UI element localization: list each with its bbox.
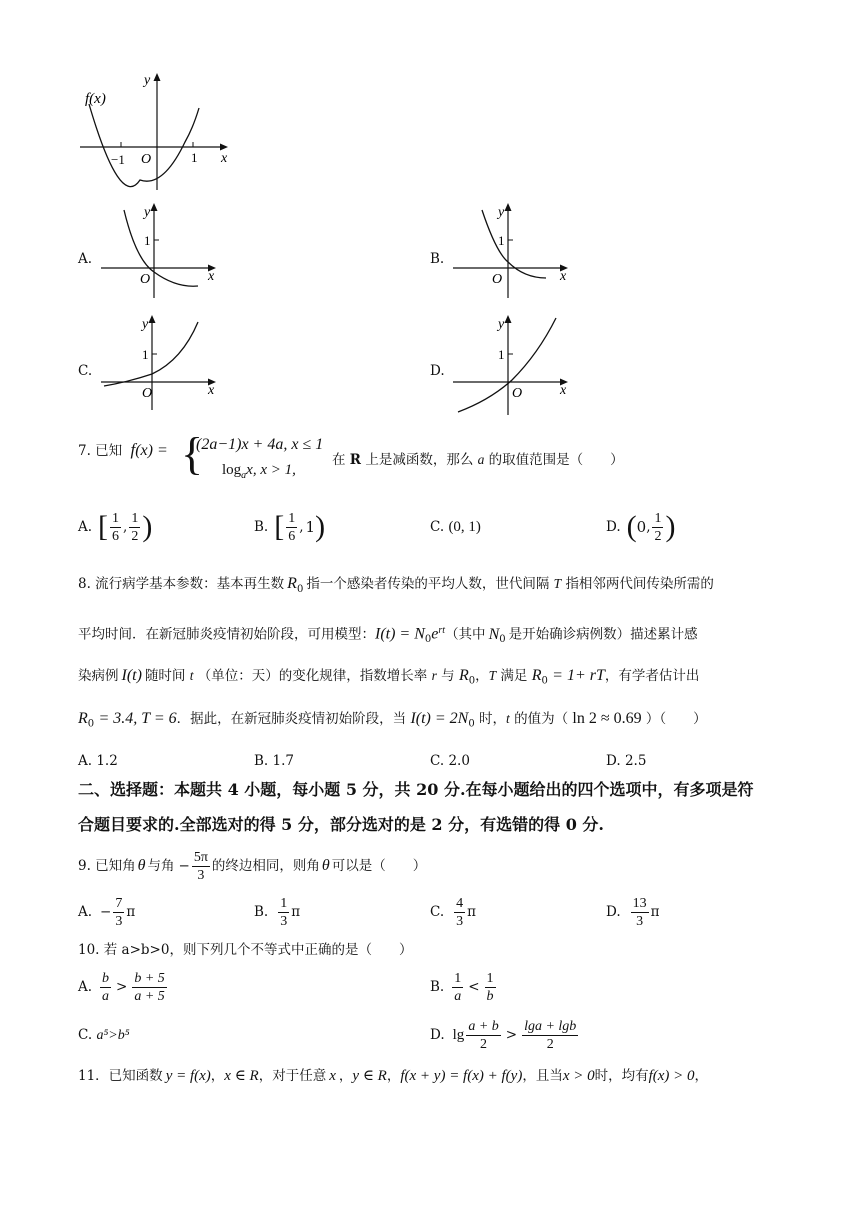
q8-line3: 染病例 I(t) 随时间 t （单位：天）的变化规律，指数增长率 r 与 $R_0$，T 满足 $R_0 = 1+$ rT，有学者估计出 bbox=[78, 667, 700, 687]
curve-a bbox=[124, 210, 198, 286]
q8-line2: 平均时间．在新冠肺炎疫情初始阶段，可用模型：$I(t) = N_0e^{rt}$（其中 $N_0$ 是开始确诊病例数）描述累计感 bbox=[78, 625, 698, 646]
q8-option-b[interactable]: B. 1.7 bbox=[254, 753, 294, 769]
svg-text:y: y bbox=[144, 205, 151, 220]
svg-text:O: O bbox=[512, 386, 523, 401]
q7-option-d[interactable]: D. ( 0 , $\frac{1}{2}$ ) bbox=[606, 510, 676, 544]
q7-brace: { bbox=[181, 428, 204, 479]
q9-option-c[interactable]: C. $\frac{4}{3}$ π bbox=[430, 895, 477, 929]
svg-text:1: 1 bbox=[498, 347, 505, 362]
q7-stem: 7. 已知 f(x) = bbox=[78, 440, 168, 459]
q10-option-b[interactable]: B. $\frac{1}{a}$ < $\frac{1}{b}$ bbox=[430, 970, 494, 1004]
svg-text:1: 1 bbox=[144, 233, 151, 248]
neg1-label: −1 bbox=[111, 152, 125, 167]
svg-text:y: y bbox=[142, 317, 149, 332]
section2-heading-line1: 二、选择题：本题共 4 小题，每小题 5 分，共 20 分.在每小题给出的四个选项中，有多项是符 bbox=[78, 780, 754, 799]
graph-option-a[interactable] bbox=[98, 200, 223, 300]
graph-option-d[interactable] bbox=[450, 312, 575, 417]
graph-option-c[interactable] bbox=[98, 312, 223, 412]
svg-text:1: 1 bbox=[498, 233, 505, 248]
q8-option-d[interactable]: D. 2.5 bbox=[606, 753, 647, 769]
svg-text:O: O bbox=[142, 386, 153, 401]
curve-c bbox=[104, 322, 198, 386]
svg-text:y: y bbox=[498, 205, 505, 220]
q7-option-a[interactable]: A. [ $\frac{1}{6}$ , $\frac{1}{2}$ ) bbox=[78, 510, 153, 544]
svg-text:x: x bbox=[208, 269, 215, 284]
q10-option-c[interactable]: C. a⁵>b⁵ bbox=[78, 1027, 130, 1043]
q7-tail: 在 R 上是减函数，那么 a 的取值范围是（ ） bbox=[332, 452, 624, 468]
q10-stem: 10. 若 a>b>0，则下列几个不等式中正确的是（ ） bbox=[78, 942, 413, 958]
svg-text:O: O bbox=[140, 272, 151, 287]
fx-label: f(x) bbox=[85, 91, 106, 107]
origin-label: O bbox=[141, 152, 152, 167]
section2-heading-line2: 合题目要求的.全部选对的得 5 分，部分选对的是 2 分，有选错的得 0 分. bbox=[78, 815, 604, 834]
q7-option-c[interactable]: C. (0, 1) bbox=[430, 519, 481, 535]
q9-stem: 9. 已知角 θ 与角 − $\frac{5\pi}{3}$ 的终边相同，则角 θ 可以是（ ） bbox=[78, 849, 427, 883]
q8-option-a[interactable]: A. 1.2 bbox=[78, 753, 118, 769]
graph-fx bbox=[75, 70, 245, 195]
svg-text:1: 1 bbox=[142, 347, 149, 362]
q8-option-c[interactable]: C. 2.0 bbox=[430, 753, 470, 769]
option-a-label: A. bbox=[78, 251, 93, 267]
q9-option-a[interactable]: A. − $\frac{7}{3}$ π bbox=[78, 895, 136, 929]
svg-text:x: x bbox=[560, 269, 567, 284]
q9-option-d[interactable]: D. $\frac{13}{3}$ π bbox=[606, 895, 660, 929]
y-axis-arrow bbox=[154, 73, 161, 81]
pos1-label: 1 bbox=[191, 150, 198, 165]
option-d-label: D. bbox=[430, 363, 445, 379]
q7-case2: $\log_ax$, x > 1, bbox=[222, 462, 296, 481]
q7-case1: (2a−1)x + 4a, x ≤ 1 bbox=[196, 436, 324, 453]
y-label: y bbox=[144, 73, 151, 88]
x-label: x bbox=[221, 151, 228, 166]
q7-option-b[interactable]: B. [ $\frac{1}{6}$ , 1 ) bbox=[254, 510, 326, 544]
curve-d bbox=[458, 318, 556, 412]
q11-stem: 11．已知函数 y = f(x)，x ∈ R，对于任意 x ，y ∈ R，f(x + y) = f(x) + f(y)，且当x > 0时，均有f(x) > 0， bbox=[78, 1068, 709, 1084]
q10-option-a[interactable]: A. $\frac{b}{a}$ > $\frac{b + 5}{a + 5}$ bbox=[78, 970, 165, 1004]
svg-text:x: x bbox=[560, 383, 567, 398]
q8-line1: 8. 流行病学基本参数：基本再生数 $R_0$ 指一个感染者传染的平均人数，世代间隔 T 指相邻两代间传染所需的 bbox=[78, 575, 714, 595]
svg-text:O: O bbox=[492, 272, 503, 287]
q9-option-b[interactable]: B. $\frac{1}{3}$ π bbox=[254, 895, 301, 929]
curve-fx bbox=[89, 104, 199, 187]
q8-line4: $R_0 = 3.4$, T = 6．据此，在新冠肺炎疫情初始阶段，当 $I(t) = 2N_0$ 时，t 的值为（ ln 2 ≈ 0.69 ）（ ） bbox=[78, 710, 707, 730]
graph-option-b[interactable] bbox=[450, 200, 575, 300]
option-b-label: B. bbox=[430, 251, 445, 267]
q10-option-d[interactable]: D. lg $\frac{a + b}{2}$ > $\frac{\lg a + \lg b}{2}$ bbox=[430, 1018, 577, 1052]
option-c-label: C. bbox=[78, 363, 93, 379]
svg-text:x: x bbox=[208, 383, 215, 398]
svg-text:y: y bbox=[498, 317, 505, 332]
x-axis-arrow bbox=[220, 144, 228, 151]
